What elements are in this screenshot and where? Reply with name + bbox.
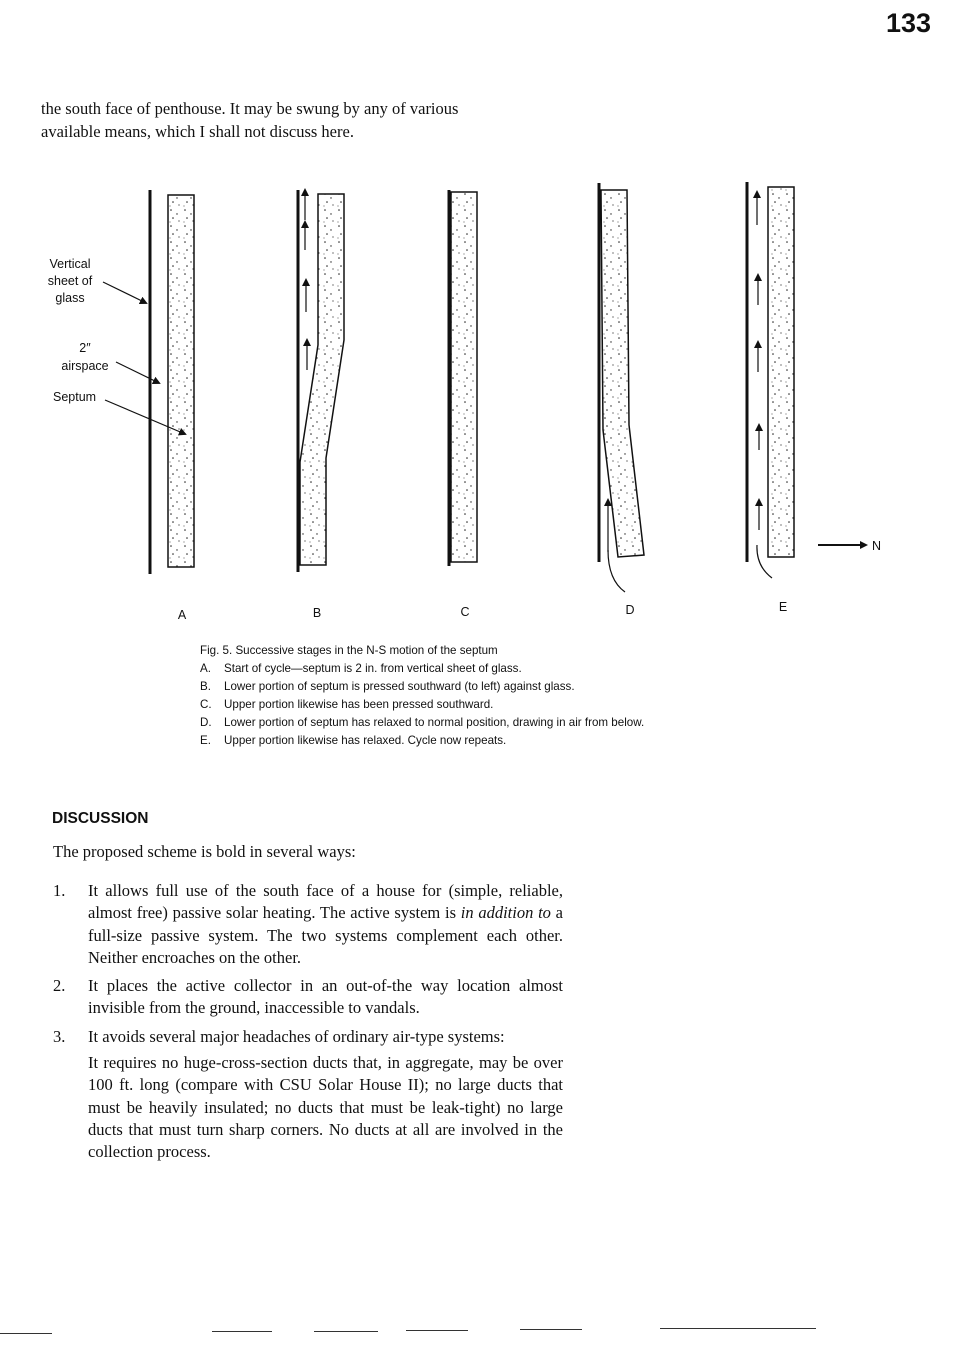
scan-rule (660, 1328, 816, 1329)
item-subparagraph: It requires no huge-cross-section ducts that, in aggregate, may be over 100 ft. long (compare with CSU Solar House II); no large ducts that must be heavily insulated; no ducts that must be leak-tight) no large ducts that must turn sharp corners. No ducts at all are involved in the collection process. (88, 1053, 563, 1162)
scan-rule (212, 1331, 272, 1332)
septum (168, 195, 194, 567)
page-number: 133 (885, 8, 931, 38)
item-text-part: a full-size passive system. The two systems complement each other. Neither encroaches on the other. (88, 903, 564, 967)
item-text (88, 1026, 563, 1164)
stage-label: C (460, 605, 470, 619)
stage-c-diagram (449, 190, 477, 566)
glass-label: sheet of (47, 274, 93, 288)
stage-label: A (177, 608, 187, 622)
stage-label: D (625, 603, 635, 617)
item-text-part: It allows full use of the south face of a house for (simple, reliable, almost free) passive solar heating. The active system is (88, 881, 563, 923)
glass-label: glass (55, 291, 85, 305)
section-heading: DISCUSSION (52, 810, 149, 827)
figure-caption (200, 642, 800, 750)
stage-label: B (312, 606, 322, 620)
item-text (88, 880, 563, 969)
intro-paragraph (41, 97, 561, 143)
caption-letter: E. (200, 734, 211, 747)
item-number: 3. (53, 1026, 66, 1046)
intro-line: available means, which I shall not discuss here. (41, 122, 354, 141)
caption-item (200, 678, 800, 696)
discussion-list (53, 880, 563, 1170)
scan-rule (314, 1331, 378, 1332)
septum (451, 192, 477, 562)
stage-label: E (778, 600, 788, 614)
caption-text: Upper portion likewise has been pressed southward. (224, 698, 494, 711)
caption-letter: B. (200, 680, 211, 693)
north-label: N (872, 539, 882, 553)
septum (768, 187, 794, 557)
caption-letter: A. (200, 662, 211, 675)
caption-item (200, 732, 800, 750)
item-paragraph: It avoids several major headaches of ordinary air-type systems: (88, 1026, 505, 1046)
stage-e-diagram (747, 182, 794, 578)
list-item (53, 975, 563, 1020)
caption-title: Fig. 5. Successive stages in the N-S motion of the septum (200, 644, 498, 657)
list-item (53, 880, 563, 969)
caption-item (200, 696, 800, 714)
septum (300, 194, 344, 565)
item-number: 2. (53, 976, 66, 996)
septum-label: Septum (53, 390, 97, 404)
airspace-leader (116, 362, 159, 383)
list-item (53, 1026, 563, 1164)
stage-b-diagram (298, 190, 344, 572)
caption-text: Start of cycle—septum is 2 in. from vertical sheet of glass. (224, 662, 522, 675)
scan-rule (0, 1333, 52, 1334)
intro-line: the south face of penthouse. It may be swung by any of various (41, 99, 459, 118)
caption-text: Upper portion likewise has relaxed. Cycle now repeats. (224, 734, 507, 747)
scan-rule (406, 1330, 468, 1331)
airspace-label: 2″ (79, 341, 91, 355)
item-emphasis: in addition to (460, 903, 551, 923)
caption-letter: D. (200, 716, 212, 729)
caption-item (200, 714, 800, 732)
airspace-label: airspace (61, 359, 109, 373)
caption-text: Lower portion of septum has relaxed to normal position, drawing in air from below. (224, 716, 645, 729)
caption-item (200, 660, 800, 678)
glass-leader (103, 282, 146, 303)
scan-rule (520, 1329, 582, 1330)
caption-letter: C. (200, 698, 212, 711)
caption-text: Lower portion of septum is pressed southward (to left) against glass. (224, 680, 575, 693)
stage-d-diagram (599, 183, 644, 592)
item-number: 1. (53, 881, 66, 900)
item-text: It places the active collector in an out-of-the way location almost invisible from the ground, inaccessible to vandals. (88, 976, 563, 1018)
glass-label: Vertical (49, 257, 91, 271)
septum-motion-figure (0, 170, 973, 640)
lead-sentence: The proposed scheme is bold in several ways: (53, 842, 356, 861)
